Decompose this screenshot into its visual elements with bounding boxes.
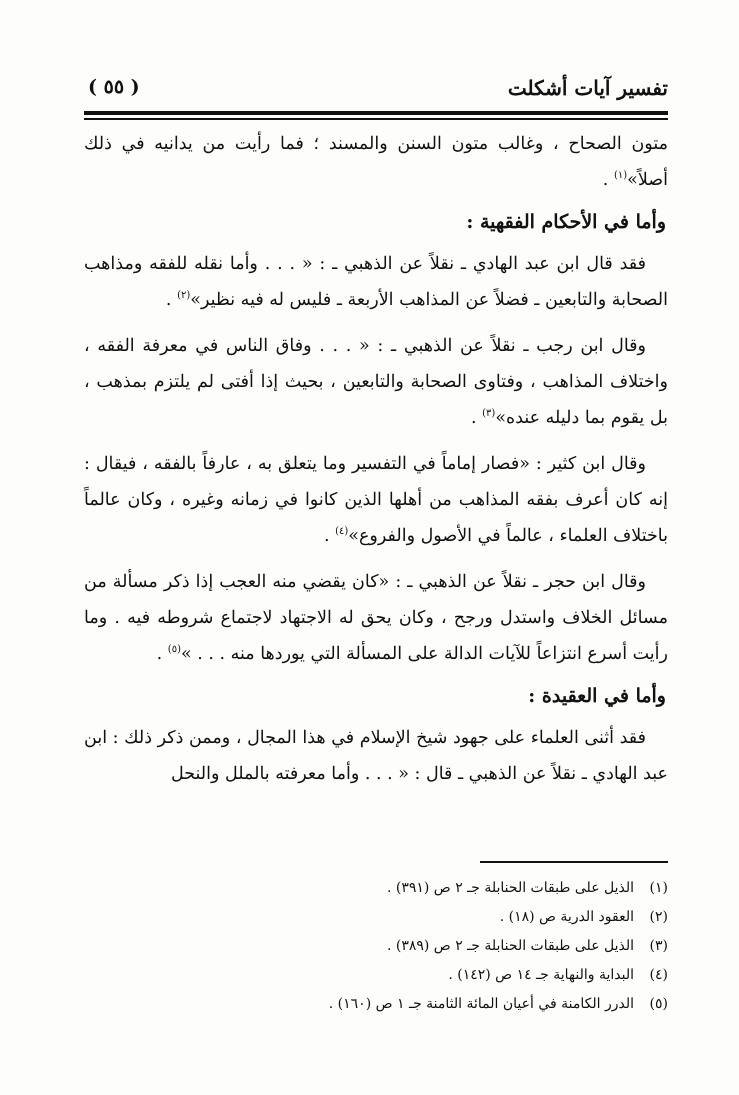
body-text — [84, 126, 668, 792]
footnote-text: الذيل على طبقات الحنابلة جـ ٢ ص (٣٩١) . — [386, 880, 634, 896]
footnote-separator — [480, 861, 668, 863]
footnote-number: (٥) — [649, 996, 668, 1012]
footnote-item — [84, 990, 668, 1019]
footnote-ref-5: (٥) — [167, 644, 181, 656]
footnote-text: الذيل على طبقات الحنابلة جـ ٢ ص (٣٨٩) . — [386, 938, 634, 954]
footnote-item — [84, 874, 668, 903]
paragraph-gap — [84, 436, 668, 446]
paragraph-2-text: فقد قال ابن عبد الهادي ـ نقلاً عن الذهبي ـ : « . . . وأما نقله للفقه ومذاهب الصحابة والتابعين ـ فضلاً عن المذاهب الأربعة ـ فليس له فيه نظير» — [84, 254, 668, 310]
paragraph-gap — [84, 554, 668, 564]
footnote-number: (٢) — [649, 909, 668, 925]
footnote-number: (٣) — [649, 938, 668, 954]
footnote-item — [84, 932, 668, 961]
paragraph-1: متون الصحاح ، وغالب متون السنن والمسند ؛ فما رأيت من يدانيه في ذلك أصلاً»$^{(١)}$ . — [84, 134, 668, 190]
paragraph-4-text: وقال ابن كثير : «فصار إماماً في التفسير وما يتعلق به ، عارفاً بالفقه ، فيقال : إنه كان أعرف بفقه المذاهب من أهلها الذين كانوا في زمانه وغيره ، وكان عالماً باختلاف العلماء ، عالماً في الأصول والفروع» — [84, 454, 668, 546]
footnote-text: العقود الدرية ص (١٨) . — [499, 909, 634, 925]
paragraph-5-text: وقال ابن حجر ـ نقلاً عن الذهبي ـ : «كان يقضي منه العجب إذا ذكر مسألة من مسائل الخلاف واستدل ورجح ، وكان يحق له الاجتهاد لاجتماع شروطه فيه . وما رأيت أسرع انتزاعاً للآيات الدالة على المسألة التي يوردها منه . . . » — [84, 572, 668, 664]
footnote-text: الدرر الكامنة في أعيان المائة الثامنة جـ ١ ص (١٦٠) . — [328, 996, 634, 1012]
header-rule-thick — [84, 111, 668, 115]
paragraph-2: فقد قال ابن عبد الهادي ـ نقلاً عن الذهبي ـ : « . . . وأما نقله للفقه ومذاهب الصحابة والتابعين ـ فضلاً عن المذاهب الأربعة ـ فليس له فيه نظير»$^{(٢)}$ . — [84, 254, 668, 310]
footnote-ref-3: (٣) — [482, 408, 496, 420]
page-number: ( ٥٥ ) — [88, 76, 140, 98]
footnote-number: (١) — [649, 880, 668, 896]
footnote-number: (٤) — [649, 967, 668, 983]
paragraph-3: وقال ابن رجب ـ نقلاً عن الذهبي ـ : « . . . وفاق الناس في معرفة الفقه ، واختلاف المذاهب ، وفتاوى الصحابة والتابعين ، بحيث إذا أفتى لم يلتزم بمذهب ، بل يقوم بما دليله عنده»$^{(٣)}$ . — [84, 336, 668, 428]
running-title: تفسير آيات أشكلت — [507, 76, 668, 100]
header-rule-thin — [84, 118, 668, 120]
footnote-ref-2: (٢) — [177, 290, 191, 302]
section-heading-aqidah: وأما في العقيدة : — [528, 685, 666, 707]
footnote-item — [84, 961, 668, 990]
footnote-ref-4: (٤) — [335, 526, 349, 538]
paragraph-3-text: وقال ابن رجب ـ نقلاً عن الذهبي ـ : « . . . وفاق الناس في معرفة الفقه ، واختلاف المذاهب ، وفتاوى الصحابة والتابعين ، بحيث إذا أفتى لم يلتزم بمذهب ، بل يقوم بما دليله عنده» — [84, 336, 668, 428]
section-heading-fiqh: وأما في الأحكام الفقهية : — [466, 211, 666, 233]
running-header — [84, 70, 668, 110]
footnotes — [84, 874, 668, 1019]
paragraph-1-text: متون الصحاح ، وغالب متون السنن والمسند ؛ فما رأيت من يدانيه في ذلك أصلاً» — [84, 134, 668, 190]
footnote-ref-1: (١) — [613, 170, 628, 182]
paragraph-gap — [84, 318, 668, 328]
paragraph-6: فقد أثنى العلماء على جهود شيخ الإسلام في هذا المجال ، وممن ذكر ذلك : ابن عبد الهادي ـ نقلاً عن الذهبي ـ قال : « . . . وأما معرفته بالملل والنحل — [84, 728, 668, 784]
paragraph-4: وقال ابن كثير : «فصار إماماً في التفسير وما يتعلق به ، عارفاً بالفقه ، فيقال : إنه كان أعرف بفقه المذاهب من أهلها الذين كانوا في زمانه وغيره ، وكان عالماً باختلاف العلماء ، عالماً في الأصول والفروع»$^{(٤)}$ . — [84, 454, 668, 546]
paragraph-5: وقال ابن حجر ـ نقلاً عن الذهبي ـ : «كان يقضي منه العجب إذا ذكر مسألة من مسائل الخلاف واستدل ورجح ، وكان يحق له الاجتهاد لاجتماع شروطه فيه . وما رأيت أسرع انتزاعاً للآيات الدالة على المسألة التي يوردها منه . . . »$^{(٥)}$ . — [84, 572, 668, 664]
footnote-item — [84, 903, 668, 932]
footnote-text: البداية والنهاية جـ ١٤ ص (١٤٢) . — [448, 967, 634, 983]
